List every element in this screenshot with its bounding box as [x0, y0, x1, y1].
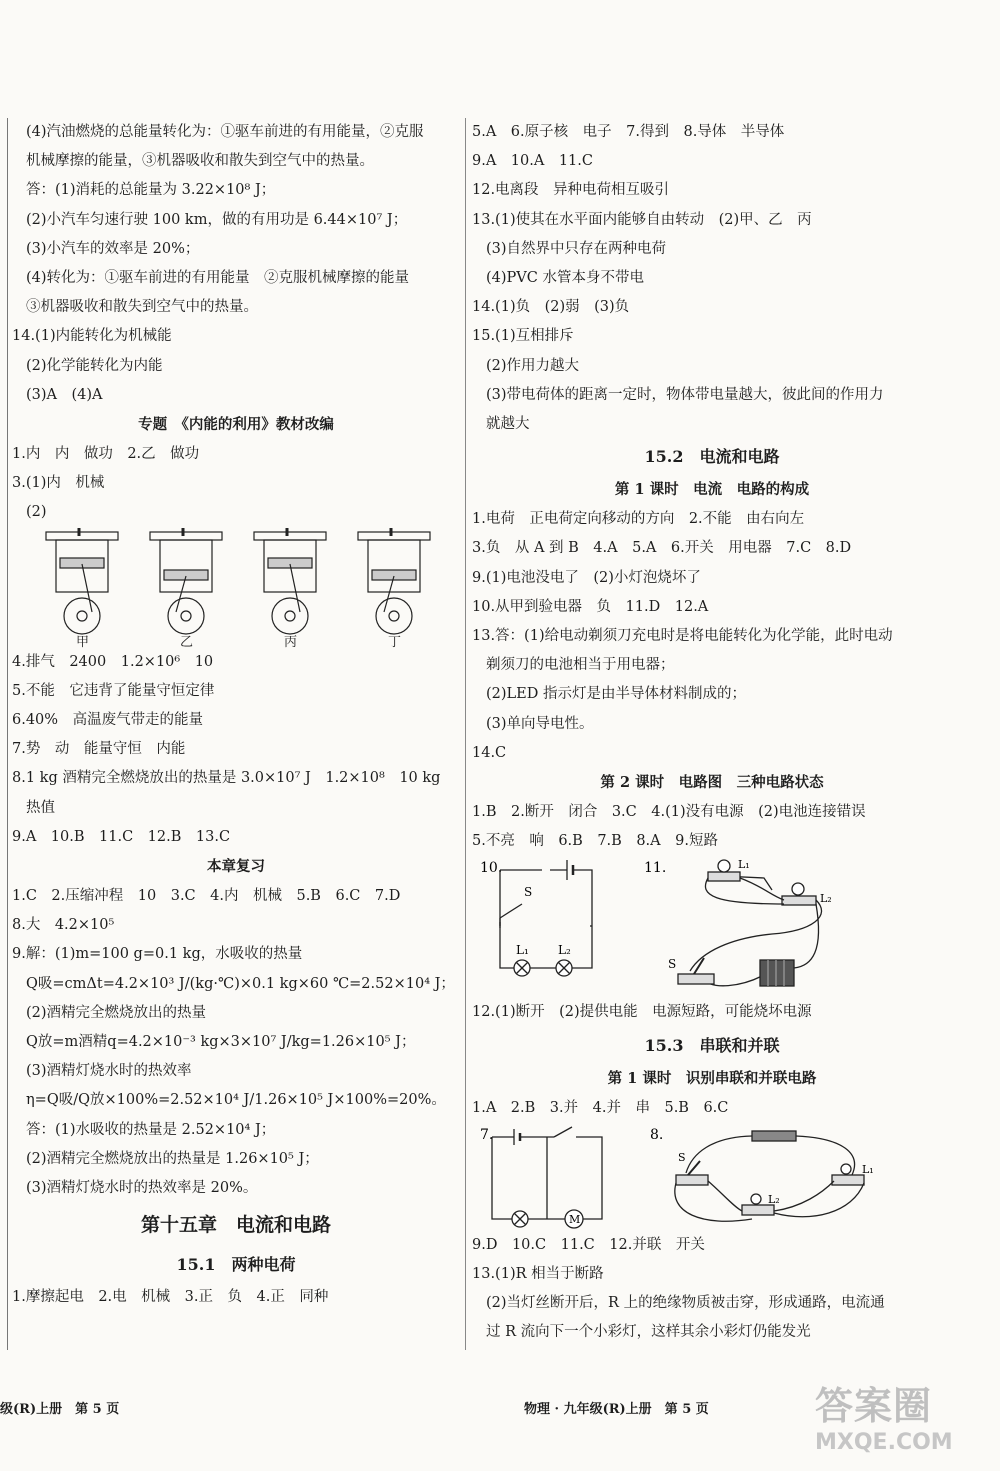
circuit-7-8-svg — [472, 1123, 952, 1231]
answer-line: 1.内 内 做功 2.乙 做功 — [12, 446, 200, 463]
watermark-url: MXQE.COM — [815, 1430, 953, 1455]
answer-line: 答：(1)消耗的总能量为 3.22×10⁸ J； — [26, 182, 276, 199]
answer-line: (3)小汽车的效率是 20%； — [26, 240, 200, 257]
footer-right: 物理 · 九年级(R)上册 第 5 页 — [524, 1402, 709, 1417]
chapter-review-answers — [12, 882, 460, 1203]
answer-line: 15.(1)互相排斥 — [472, 328, 574, 345]
answer-line: Q吸=cmΔt=4.2×10³ J/(kg·℃)×0.1 kg×60 ℃=2.52×10⁴ J； — [26, 975, 455, 992]
heading-lesson-3: 第 1 课时 识别串联和并联电路 — [607, 1069, 817, 1087]
answer-line: (2)小汽车匀速行驶 100 km，做的有用功是 6.44×10⁷ J； — [26, 211, 408, 228]
circuit-diagram-10 — [500, 860, 592, 968]
answer-line: 4.排气 2400 1.2×10⁶ 10 — [12, 653, 214, 670]
answer-line: (3)单向导电性。 — [486, 715, 594, 732]
answer-line: 过 R 流向下一个小彩灯，这样其余小彩灯仍能发光 — [486, 1324, 811, 1341]
engine-stroke-1 — [46, 528, 118, 648]
answer-line: (2) — [26, 504, 47, 521]
answer-line: 5.A 6.原子核 电子 7.得到 8.导体 半导体 — [472, 124, 785, 140]
answer-line: (4)PVC 水管本身不带电 — [486, 270, 644, 287]
engine-label: 丁 — [388, 634, 402, 648]
answer-line: 14.(1)负 (2)弱 (3)负 — [472, 299, 630, 316]
answer-line: (3)酒精灯烧水时的热效率是 20%。 — [26, 1180, 258, 1197]
answer-line: (4)转化为：①驱车前进的有用能量 ②克服机械摩擦的能量 — [26, 270, 410, 287]
answer-line: 9.A 10.A 11.C — [472, 153, 593, 170]
answer-line: (3)A (4)A — [26, 386, 103, 403]
circuit-10-11-svg — [472, 856, 952, 998]
column-divider — [465, 118, 466, 1350]
right-column — [472, 118, 952, 1348]
answer-line: (2)酒精完全燃烧放出的热量 — [26, 1004, 207, 1021]
fig7-number: 7. — [480, 1126, 494, 1143]
engine-label: 乙 — [180, 634, 194, 648]
heading-section-15-1: 15.1 两种电荷 — [176, 1255, 296, 1275]
circuit-figures-10-11 — [472, 856, 952, 998]
circuit-diagram-8-physical — [675, 1131, 864, 1221]
answer-line: 8.1 kg 酒精完全燃烧放出的热量是 3.0×10⁷ J 1.2×10⁸ 10 kg — [12, 770, 441, 787]
answer-line: 12.(1)断开 (2)提供电能 电源短路，可能烧坏电源 — [472, 1004, 812, 1021]
answer-line: (2)作用力越大 — [486, 357, 580, 374]
answer-line: 9.解：(1)m=100 g=0.1 kg，水吸收的热量 — [12, 946, 303, 963]
fig10-lamp2-label: L₂ — [558, 943, 571, 958]
circuit-diagram-7 — [492, 1127, 602, 1219]
left-margin-rule — [7, 118, 8, 1350]
answer-line: (2)LED 指示灯是由半导体材料制成的； — [486, 686, 746, 703]
fig8-number: 8. — [650, 1126, 664, 1143]
section-15-1-answers — [12, 1283, 460, 1312]
fig11-number: 11. — [644, 860, 667, 877]
footer-left: 级(R)上册 第 5 页 — [0, 1402, 120, 1417]
answer-line: 1.A 2.B 3.并 4.并 串 5.B 6.C — [472, 1099, 729, 1116]
answer-line: 热值 — [26, 799, 55, 816]
fig8-switch-label: S — [678, 1150, 686, 1164]
answer-line: 1.电荷 正电荷定向移动的方向 2.不能 由右向左 — [472, 511, 805, 528]
heading-chapter-15: 第十五章 电流和电路 — [140, 1214, 331, 1237]
circuit-figures-7-8 — [472, 1123, 952, 1231]
answer-line: 13.(1)R 相当于断路 — [472, 1266, 604, 1283]
fig8-lamp2-label: L₂ — [768, 1192, 780, 1206]
answer-line: 9.(1)电池没电了 (2)小灯泡烧坏了 — [472, 569, 701, 586]
watermark-logo: 答案圈 — [815, 1384, 933, 1428]
answer-line: 机械摩擦的能量，③机器吸收和散失到空气中的热量。 — [26, 153, 374, 170]
heading-lesson-1: 第 1 课时 电流 电路的构成 — [614, 481, 810, 499]
answer-line: 6.40% 高温废气带走的能量 — [12, 712, 204, 729]
answer-line: (3)酒精灯烧水时的热效率 — [26, 1063, 192, 1080]
left-column — [12, 118, 460, 1313]
answer-line: 1.B 2.断开 闭合 3.C 4.(1)没有电源 (2)电池连接错误 — [472, 804, 866, 821]
fig8-lamp1-label: L₁ — [862, 1162, 874, 1176]
fig11-switch-label: S — [668, 957, 677, 972]
answer-line: (4)汽油燃烧的总能量转化为：①驱车前进的有用能量，②克服 — [26, 124, 424, 140]
engine-stroke-2 — [150, 528, 222, 648]
section-15-1-answers-cont — [472, 118, 952, 439]
answer-line: 5.不能 它违背了能量守恒定律 — [12, 682, 215, 699]
answer-line: (3)带电荷体的距离一定时，物体带电量越大，彼此间的作用力 — [486, 386, 884, 403]
engine-stroke-3 — [254, 528, 326, 648]
heading-section-15-2: 15.2 电流和电路 — [644, 447, 780, 467]
answer-line: 答：(1)水吸收的热量是 2.52×10⁴ J； — [26, 1121, 276, 1138]
engine-strokes-svg — [12, 528, 460, 648]
special-topic-answers — [12, 440, 460, 528]
heading-section-15-3: 15.3 串联和并联 — [644, 1035, 780, 1055]
answer-line: 3.(1)内 机械 — [12, 475, 105, 492]
answer-line: 10.从甲到验电器 负 11.D 12.A — [472, 598, 709, 615]
answer-line: 14.C — [472, 744, 507, 761]
answer-line: 就越大 — [486, 416, 530, 433]
heading-special-topic: 专题 《内能的利用》教材改编 — [138, 416, 334, 434]
answer-line: (2)当灯丝断开后，R 上的绝缘物质被击穿，形成通路，电流通 — [486, 1295, 885, 1312]
four-stroke-engine-figure — [12, 528, 460, 648]
lesson-1-answers — [472, 505, 952, 768]
answer-line: 3.负 从 A 到 B 4.A 5.A 6.开关 用电器 7.C 8.D — [472, 540, 852, 557]
answer-line: 12.电离段 异种电荷相互吸引 — [472, 182, 670, 199]
answer-line: 剃须刀的电池相当于用电器； — [486, 657, 675, 674]
answer-line: 5.不亮 响 6.B 7.B 8.A 9.短路 — [472, 833, 718, 850]
fig10-switch-label: S — [524, 885, 533, 900]
answer-line: 1.C 2.压缩冲程 10 3.C 4.内 机械 5.B 6.C 7.D — [12, 888, 401, 905]
answers-block-13-14 — [12, 118, 460, 410]
lesson-2-answers-2 — [472, 998, 952, 1027]
engine-label: 甲 — [76, 634, 90, 648]
fig7-motor-label: M — [569, 1212, 581, 1226]
answer-line: 13.(1)使其在水平面内能够自由转动 (2)甲、乙 丙 — [472, 211, 812, 228]
lesson-3-answers — [472, 1094, 952, 1123]
special-topic-answers-2 — [12, 648, 460, 852]
fig10-lamp1-label: L₁ — [516, 943, 529, 958]
answer-line: 9.D 10.C 11.C 12.并联 开关 — [472, 1236, 705, 1253]
lesson-3-answers-2 — [472, 1231, 952, 1348]
fig11-lamp2-label: L₂ — [820, 892, 832, 906]
engine-stroke-4 — [358, 528, 430, 648]
answer-line: Q放=m酒精q=4.2×10⁻³ kg×3×10⁷ J/kg=1.26×10⁵ J； — [26, 1034, 416, 1051]
fig10-number: 10. — [480, 860, 503, 877]
answer-line: 9.A 10.B 11.C 12.B 13.C — [12, 828, 231, 845]
answer-line: (3)自然界中只存在两种电荷 — [486, 240, 667, 257]
heading-lesson-2: 第 2 课时 电路图 三种电路状态 — [600, 774, 824, 792]
answer-line: 14.(1)内能转化为机械能 — [12, 328, 172, 345]
engine-label: 丙 — [284, 634, 298, 648]
answer-line: ③机器吸收和散失到空气中的热量。 — [26, 299, 258, 316]
answer-line: 8.大 4.2×10⁵ — [12, 917, 115, 934]
lesson-2-answers — [472, 798, 952, 856]
answer-line: 13.答：(1)给电动剃须刀充电时是将电能转化为化学能，此时电动 — [472, 628, 893, 645]
heading-chapter-review: 本章复习 — [207, 858, 265, 876]
answer-line: 7.势 动 能量守恒 内能 — [12, 741, 186, 758]
answer-line: (2)酒精完全燃烧放出的热量是 1.26×10⁵ J； — [26, 1150, 319, 1167]
answer-line: 1.摩擦起电 2.电 机械 3.正 负 4.正 同种 — [12, 1289, 329, 1306]
answer-line: (2)化学能转化为内能 — [26, 357, 163, 374]
answer-line: η=Q吸/Q放×100%=2.52×10⁴ J/1.26×10⁵ J×100%=20%。 — [26, 1092, 446, 1109]
fig11-lamp1-label: L₁ — [738, 858, 750, 872]
circuit-diagram-11-physical — [678, 860, 822, 986]
